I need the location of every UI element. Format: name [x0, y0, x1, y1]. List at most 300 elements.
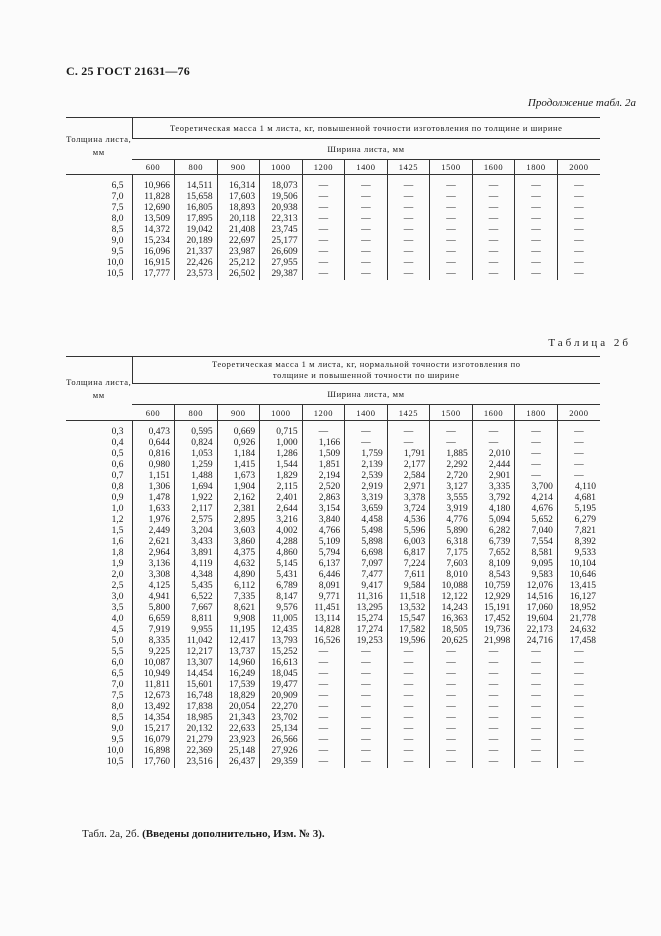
empty-cell: — — [387, 203, 430, 214]
table-row — [66, 192, 600, 203]
thickness-cell: 0,6 — [111, 460, 124, 470]
mass-cell: 9,225 — [132, 647, 175, 658]
mass-cell: 3,603 — [217, 526, 260, 537]
mass-cell: 1,000 — [260, 438, 303, 449]
mass-cell: 15,274 — [345, 614, 388, 625]
mass-cell: 3,792 — [472, 493, 515, 504]
mass-cell: 21,279 — [175, 735, 218, 746]
empty-cell: — — [302, 724, 345, 735]
mass-cell: 13,295 — [345, 603, 388, 614]
table-row — [66, 592, 600, 603]
width-value-cell: 1000 — [260, 160, 303, 175]
mass-cell: 21,778 — [557, 614, 600, 625]
empty-cell: — — [387, 669, 430, 680]
empty-cell: — — [387, 192, 430, 203]
width-value-cell: 1600 — [472, 160, 515, 175]
empty-cell: — — [430, 203, 473, 214]
mass-cell: 18,893 — [217, 203, 260, 214]
mass-cell: 0,980 — [132, 460, 175, 471]
empty-cell: — — [302, 757, 345, 768]
empty-cell: — — [515, 724, 558, 735]
mass-cell: 23,702 — [260, 713, 303, 724]
mass-cell: 4,348 — [175, 570, 218, 581]
empty-cell: — — [472, 680, 515, 691]
mass-cell: 2,115 — [260, 482, 303, 493]
footnote — [82, 828, 325, 840]
empty-cell: — — [515, 192, 558, 203]
mass-cell: 6,739 — [472, 537, 515, 548]
mass-cell: 18,985 — [175, 713, 218, 724]
thickness-cell: 8,0 — [111, 214, 124, 224]
mass-cell: 2,401 — [260, 493, 303, 504]
mass-cell: 29,387 — [260, 269, 303, 280]
empty-cell: — — [387, 269, 430, 280]
mass-cell: 0,715 — [260, 421, 303, 439]
mass-cell: 8,811 — [175, 614, 218, 625]
thickness-cell: 0,8 — [111, 482, 124, 492]
thickness-cell: 6,5 — [111, 669, 124, 679]
mass-cell: 25,212 — [217, 258, 260, 269]
mass-cell: 0,644 — [132, 438, 175, 449]
mass-cell: 16,314 — [217, 175, 260, 193]
mass-cell: 5,794 — [302, 548, 345, 559]
thickness-cell: 7,0 — [111, 192, 124, 202]
mass-cell: 22,313 — [260, 214, 303, 225]
empty-cell: — — [515, 713, 558, 724]
empty-cell: — — [472, 735, 515, 746]
thickness-cell: 1,8 — [111, 548, 124, 558]
mass-cell: 1,478 — [132, 493, 175, 504]
mass-cell: 2,010 — [472, 449, 515, 460]
mass-header: Теоретическая масса 1 м листа, кг, повышенной точности изготовления по толщине и ширине — [132, 118, 600, 139]
mass-cell: 2,444 — [472, 460, 515, 471]
empty-cell: — — [557, 460, 600, 471]
mass-cell: 16,748 — [175, 691, 218, 702]
thickness-cell: 10,0 — [106, 746, 124, 756]
empty-cell: — — [302, 236, 345, 247]
table-2a-body — [66, 175, 600, 281]
empty-cell: — — [472, 225, 515, 236]
mass-cell: 5,652 — [515, 515, 558, 526]
table-row — [66, 647, 600, 658]
mass-cell: 3,308 — [132, 570, 175, 581]
thickness-cell: 8,5 — [111, 713, 124, 723]
mass-cell: 9,417 — [345, 581, 388, 592]
table-row — [66, 493, 600, 504]
mass-cell: 23,987 — [217, 247, 260, 258]
empty-cell: — — [515, 203, 558, 214]
empty-cell: — — [557, 236, 600, 247]
mass-cell: 8,621 — [217, 603, 260, 614]
table-row — [66, 614, 600, 625]
table-row — [66, 548, 600, 559]
empty-cell: — — [472, 203, 515, 214]
mass-cell: 13,532 — [387, 603, 430, 614]
mass-cell: 22,633 — [217, 724, 260, 735]
mass-cell: 1,184 — [217, 449, 260, 460]
empty-cell: — — [472, 746, 515, 757]
empty-cell: — — [515, 471, 558, 482]
mass-cell: 6,789 — [260, 581, 303, 592]
mass-cell: 5,145 — [260, 559, 303, 570]
mass-cell: 10,966 — [132, 175, 175, 193]
mass-cell: 9,908 — [217, 614, 260, 625]
width-header: Ширина листа, мм — [132, 384, 600, 405]
table-row — [66, 526, 600, 537]
empty-cell: — — [430, 236, 473, 247]
width-value-cell: 800 — [175, 405, 218, 421]
thickness-cell: 10,5 — [106, 757, 124, 767]
empty-cell: — — [472, 702, 515, 713]
empty-cell: — — [557, 192, 600, 203]
mass-cell: 17,539 — [217, 680, 260, 691]
empty-cell: — — [345, 647, 388, 658]
mass-cell: 5,596 — [387, 526, 430, 537]
mass-cell: 19,736 — [472, 625, 515, 636]
empty-cell: — — [387, 691, 430, 702]
mass-cell: 2,720 — [430, 471, 473, 482]
mass-cell: 5,800 — [132, 603, 175, 614]
empty-cell: — — [387, 680, 430, 691]
mass-cell: 2,901 — [472, 471, 515, 482]
empty-cell: — — [515, 247, 558, 258]
width-value-cell: 1600 — [472, 405, 515, 421]
empty-cell: — — [302, 269, 345, 280]
table-row — [66, 691, 600, 702]
mass-cell: 12,122 — [430, 592, 473, 603]
empty-cell: — — [515, 735, 558, 746]
empty-cell: — — [515, 460, 558, 471]
mass-cell: 14,828 — [302, 625, 345, 636]
mass-cell: 8,581 — [515, 548, 558, 559]
mass-cell: 4,288 — [260, 537, 303, 548]
thickness-cell: 9,5 — [111, 247, 124, 257]
empty-cell: — — [515, 746, 558, 757]
continuation-caption: Продолжение табл. 2а — [527, 97, 636, 109]
mass-cell: 20,189 — [175, 236, 218, 247]
mass-cell: 22,697 — [217, 236, 260, 247]
mass-cell: 14,372 — [132, 225, 175, 236]
mass-cell: 23,516 — [175, 757, 218, 768]
empty-cell: — — [557, 724, 600, 735]
empty-cell: — — [472, 247, 515, 258]
empty-cell: — — [430, 421, 473, 439]
empty-cell: — — [557, 214, 600, 225]
table-row — [66, 258, 600, 269]
mass-cell: 20,625 — [430, 636, 473, 647]
mass-cell: 1,694 — [175, 482, 218, 493]
mass-header: Теоретическая масса 1 м листа, кг, нормальной точности изготовления по толщине и повышенной точности по ширине — [132, 357, 600, 384]
empty-cell: — — [430, 757, 473, 768]
empty-cell: — — [430, 735, 473, 746]
table-row — [66, 757, 600, 768]
mass-cell: 1,851 — [302, 460, 345, 471]
empty-cell: — — [557, 658, 600, 669]
table-row — [66, 735, 600, 746]
mass-cell: 2,919 — [345, 482, 388, 493]
mass-cell: 3,319 — [345, 493, 388, 504]
thickness-cell: 2,5 — [111, 581, 124, 591]
mass-cell: 14,960 — [217, 658, 260, 669]
empty-cell: — — [302, 658, 345, 669]
mass-cell: 1,259 — [175, 460, 218, 471]
mass-cell: 3,127 — [430, 482, 473, 493]
thickness-cell: 1,9 — [111, 559, 124, 569]
empty-cell: — — [430, 658, 473, 669]
mass-cell: 6,659 — [132, 614, 175, 625]
mass-cell: 1,544 — [260, 460, 303, 471]
mass-cell: 19,477 — [260, 680, 303, 691]
mass-cell: 24,716 — [515, 636, 558, 647]
mass-cell: 1,976 — [132, 515, 175, 526]
table-row — [66, 471, 600, 482]
mass-cell: 13,492 — [132, 702, 175, 713]
table-row — [66, 175, 600, 193]
mass-cell: 18,829 — [217, 691, 260, 702]
thickness-cell: 0,4 — [111, 438, 124, 448]
empty-cell: — — [302, 225, 345, 236]
mass-cell: 1,673 — [217, 471, 260, 482]
mass-cell: 17,582 — [387, 625, 430, 636]
mass-cell: 17,777 — [132, 269, 175, 280]
page-header: С. 25 ГОСТ 21631—76 — [66, 64, 190, 78]
mass-cell: 8,392 — [557, 537, 600, 548]
mass-cell: 8,010 — [430, 570, 473, 581]
mass-cell: 12,929 — [472, 592, 515, 603]
mass-cell: 26,566 — [260, 735, 303, 746]
mass-cell: 18,073 — [260, 175, 303, 193]
empty-cell: — — [472, 421, 515, 439]
thickness-cell: 7,0 — [111, 680, 124, 690]
mass-cell: 1,488 — [175, 471, 218, 482]
table-row — [66, 581, 600, 592]
mass-cell: 5,431 — [260, 570, 303, 581]
mass-cell: 5,898 — [345, 537, 388, 548]
mass-cell: 13,114 — [302, 614, 345, 625]
empty-cell: — — [387, 214, 430, 225]
mass-cell: 3,919 — [430, 504, 473, 515]
mass-cell: 6,698 — [345, 548, 388, 559]
thickness-cell: 1,2 — [111, 515, 124, 525]
mass-cell: 9,771 — [302, 592, 345, 603]
table-row — [66, 680, 600, 691]
mass-cell: 14,516 — [515, 592, 558, 603]
mass-cell: 16,898 — [132, 746, 175, 757]
empty-cell: — — [387, 757, 430, 768]
empty-cell: — — [302, 203, 345, 214]
empty-cell: — — [515, 438, 558, 449]
mass-cell: 2,292 — [430, 460, 473, 471]
mass-cell: 15,658 — [175, 192, 218, 203]
footnote-prefix: Табл. 2а, 2б. — [82, 828, 143, 840]
mass-cell: 2,520 — [302, 482, 345, 493]
empty-cell: — — [387, 175, 430, 193]
mass-cell: 1,885 — [430, 449, 473, 460]
mass-cell: 7,097 — [345, 559, 388, 570]
mass-cell: 2,449 — [132, 526, 175, 537]
empty-cell: — — [387, 658, 430, 669]
mass-cell: 20,118 — [217, 214, 260, 225]
empty-cell: — — [430, 702, 473, 713]
empty-cell: — — [557, 269, 600, 280]
empty-cell: — — [557, 680, 600, 691]
empty-cell: — — [430, 680, 473, 691]
empty-cell: — — [345, 192, 388, 203]
mass-cell: 1,759 — [345, 449, 388, 460]
mass-cell: 4,941 — [132, 592, 175, 603]
mass-cell: 15,252 — [260, 647, 303, 658]
empty-cell: — — [515, 691, 558, 702]
mass-cell: 12,076 — [515, 581, 558, 592]
mass-cell: 11,518 — [387, 592, 430, 603]
empty-cell: — — [557, 247, 600, 258]
thickness-cell: 1,0 — [111, 504, 124, 514]
width-value-cell: 2000 — [557, 160, 600, 175]
mass-cell: 9,955 — [175, 625, 218, 636]
mass-cell: 3,154 — [302, 504, 345, 515]
mass-cell: 8,147 — [260, 592, 303, 603]
empty-cell: — — [387, 236, 430, 247]
mass-cell: 1,791 — [387, 449, 430, 460]
empty-cell: — — [430, 746, 473, 757]
table-row — [66, 570, 600, 581]
thickness-cell: 9,5 — [111, 735, 124, 745]
mass-cell: 18,505 — [430, 625, 473, 636]
thickness-cell: 8,0 — [111, 702, 124, 712]
empty-cell: — — [557, 757, 600, 768]
mass-cell: 2,381 — [217, 504, 260, 515]
mass-cell: 17,274 — [345, 625, 388, 636]
width-value-cell: 900 — [217, 160, 260, 175]
thickness-cell: 4,5 — [111, 625, 124, 635]
empty-cell: — — [430, 214, 473, 225]
table-row — [66, 746, 600, 757]
empty-cell: — — [515, 658, 558, 669]
width-value-cell: 2000 — [557, 405, 600, 421]
mass-cell: 7,603 — [430, 559, 473, 570]
mass-cell: 13,737 — [217, 647, 260, 658]
width-value-cell: 1400 — [345, 405, 388, 421]
empty-cell: — — [302, 746, 345, 757]
mass-cell: 17,603 — [217, 192, 260, 203]
mass-cell: 11,195 — [217, 625, 260, 636]
mass-cell: 3,659 — [345, 504, 388, 515]
mass-cell: 15,547 — [387, 614, 430, 625]
width-value-cell: 800 — [175, 160, 218, 175]
empty-cell: — — [302, 702, 345, 713]
mass-cell: 21,337 — [175, 247, 218, 258]
empty-cell: — — [557, 735, 600, 746]
mass-cell: 13,307 — [175, 658, 218, 669]
thickness-cell: 7,5 — [111, 203, 124, 213]
empty-cell: — — [472, 757, 515, 768]
thickness-cell: 0,3 — [111, 427, 124, 437]
empty-cell: — — [345, 658, 388, 669]
mass-cell: 7,611 — [387, 570, 430, 581]
mass-cell: 26,609 — [260, 247, 303, 258]
mass-cell: 10,949 — [132, 669, 175, 680]
mass-cell: 11,811 — [132, 680, 175, 691]
table-row — [66, 537, 600, 548]
thickness-cell: 1,5 — [111, 526, 124, 536]
mass-cell: 15,234 — [132, 236, 175, 247]
mass-cell: 4,776 — [430, 515, 473, 526]
mass-cell: 2,177 — [387, 460, 430, 471]
width-value-cell: 1800 — [515, 160, 558, 175]
table-2b-caption: Таблица 2б — [548, 337, 631, 349]
mass-cell: 7,040 — [515, 526, 558, 537]
empty-cell: — — [472, 269, 515, 280]
mass-cell: 7,224 — [387, 559, 430, 570]
mass-cell: 3,891 — [175, 548, 218, 559]
mass-cell: 6,446 — [302, 570, 345, 581]
empty-cell: — — [345, 438, 388, 449]
empty-cell: — — [345, 691, 388, 702]
empty-cell: — — [345, 214, 388, 225]
mass-cell: 15,191 — [472, 603, 515, 614]
thickness-cell: 7,5 — [111, 691, 124, 701]
mass-cell: 12,217 — [175, 647, 218, 658]
mass-cell: 13,793 — [260, 636, 303, 647]
mass-cell: 2,621 — [132, 537, 175, 548]
table-row — [66, 504, 600, 515]
empty-cell: — — [515, 258, 558, 269]
mass-cell: 23,745 — [260, 225, 303, 236]
table-row — [66, 214, 600, 225]
empty-cell: — — [472, 647, 515, 658]
empty-cell: — — [302, 647, 345, 658]
empty-cell: — — [430, 269, 473, 280]
mass-cell: 24,632 — [557, 625, 600, 636]
empty-cell: — — [387, 735, 430, 746]
mass-cell: 27,926 — [260, 746, 303, 757]
width-value-cell: 1200 — [302, 160, 345, 175]
mass-cell: 20,054 — [217, 702, 260, 713]
empty-cell: — — [430, 247, 473, 258]
empty-cell: — — [557, 225, 600, 236]
mass-cell: 18,952 — [557, 603, 600, 614]
empty-cell: — — [302, 680, 345, 691]
mass-cell: 1,829 — [260, 471, 303, 482]
table-row — [66, 603, 600, 614]
mass-cell: 25,148 — [217, 746, 260, 757]
mass-cell: 8,543 — [472, 570, 515, 581]
mass-cell: 4,110 — [557, 482, 600, 493]
mass-cell: 10,087 — [132, 658, 175, 669]
empty-cell: — — [345, 713, 388, 724]
thickness-cell: 3,5 — [111, 603, 124, 613]
empty-cell: — — [345, 236, 388, 247]
mass-cell: 4,125 — [132, 581, 175, 592]
mass-cell: 11,042 — [175, 636, 218, 647]
mass-cell: 1,053 — [175, 449, 218, 460]
mass-cell: 18,045 — [260, 669, 303, 680]
empty-cell: — — [345, 669, 388, 680]
thickness-cell: 4,0 — [111, 614, 124, 624]
empty-cell: — — [387, 258, 430, 269]
mass-cell: 2,895 — [217, 515, 260, 526]
empty-cell: — — [302, 735, 345, 746]
mass-cell: 17,760 — [132, 757, 175, 768]
mass-cell: 4,180 — [472, 504, 515, 515]
mass-cell: 11,828 — [132, 192, 175, 203]
mass-cell: 6,318 — [430, 537, 473, 548]
mass-cell: 1,151 — [132, 471, 175, 482]
width-value-cell: 1400 — [345, 160, 388, 175]
table-row — [66, 236, 600, 247]
mass-cell: 20,132 — [175, 724, 218, 735]
thickness-cell: 3,0 — [111, 592, 124, 602]
